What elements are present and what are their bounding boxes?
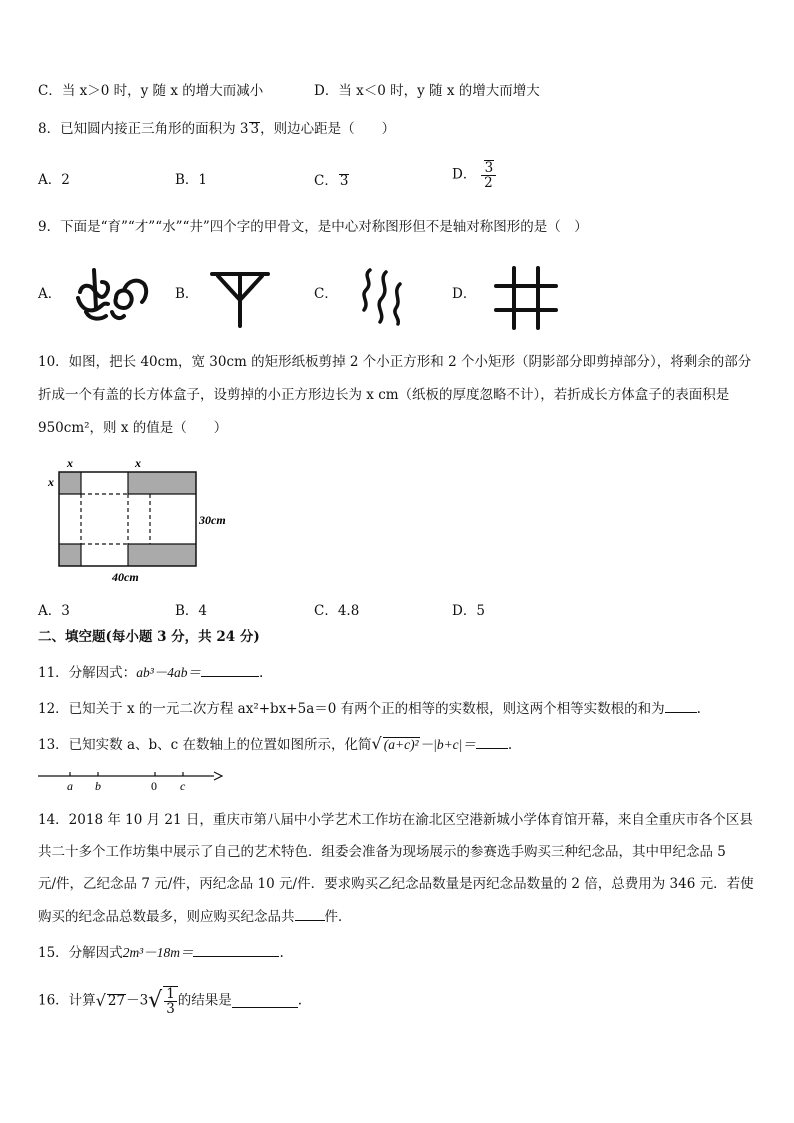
q8-option-c: C． 3: [314, 173, 349, 189]
q13-answer-blank[interactable]: [476, 736, 508, 749]
q10-option-c: C．4.8: [314, 603, 360, 619]
fig-width-label: 30cm: [199, 513, 226, 527]
q9-stem: 9．下面是“育”“才”“水”“井”四个字的甲骨文，是中心对称图形但不是轴对称图形的是（ ）: [38, 219, 588, 235]
q15-answer-blank[interactable]: [193, 944, 279, 957]
section-2-heading: 二、填空题(每小题 3 分，共 24 分): [38, 629, 260, 645]
q9-option-a: A．: [38, 286, 62, 302]
axis-arrow: [214, 772, 222, 780]
corner-square-top-left: [59, 472, 81, 494]
q14-line-4: 购买的纪念品总数最多，则应购买纪念品共 件．: [38, 909, 352, 925]
q16-answer-blank[interactable]: [232, 995, 298, 1008]
q9-option-b: B．: [175, 286, 199, 302]
rect-bottom-right: [128, 544, 196, 566]
axis-label-a: a: [67, 779, 73, 793]
q7-option-d: D．当 x＜0 时，y 随 x 的增大而增大: [314, 83, 540, 99]
axis-label-0: 0: [151, 779, 157, 793]
q14-line-2: 共二十多个工作坊集中展示了自己的艺术特色．组委会准备为现场展示的参赛选手购买三种纪念品，其中甲纪念品 5: [38, 844, 726, 860]
q8-fraction: $\frac{3}{2}$: [481, 160, 497, 190]
q14-line-1: 14．2018 年 10 月 21 日，重庆市第八届中小学艺术工作坊在渝北区空港新城小学体育馆开幕，来自全重庆市各个区县: [38, 812, 753, 828]
oracle-glyph-shui: [356, 266, 408, 328]
q10-option-a: A．3: [38, 603, 70, 619]
q12-answer-blank[interactable]: [665, 700, 697, 713]
fig-x-left: x: [48, 475, 54, 489]
q8-sqrt: 3: [250, 121, 260, 137]
fold-lines: [81, 494, 150, 544]
q11-answer-blank[interactable]: [201, 664, 259, 677]
q11-expr: ab³－4ab＝: [136, 665, 201, 680]
q14-line-3: 元/件，乙纪念品 7 元/件，丙纪念品 10 元/件．要求购买乙纪念品数量是丙纪念品数量的 2 倍，总费用为 346 元．若使: [38, 876, 754, 892]
q9-option-c: C．: [314, 286, 338, 302]
q16: 16．计算√ 27－3√ $\frac{1}{3}$ 的结果是 .: [38, 986, 303, 1018]
q10-option-d: D．5: [452, 603, 485, 619]
q8-option-d: D． $\frac{3}{2}$: [452, 160, 496, 190]
q11: 11．分解因式：ab³－4ab＝ .: [38, 665, 264, 681]
q7-option-c: C．当 x＞0 时，y 随 x 的增大而减小: [38, 83, 264, 99]
fig-x-top-2: x: [135, 456, 141, 470]
q10-figure: [44, 454, 244, 586]
corner-square-bottom-left: [59, 544, 81, 566]
q14-answer-blank[interactable]: [295, 908, 325, 921]
q10-line-2: 折成一个有盖的长方体盒子，设剪掉的小正方形边长为 x cm（纸板的厚度忽略不计），若折成长方体盒子的表面积是: [38, 387, 730, 403]
q9-option-d: D．: [452, 286, 477, 302]
axis-label-b: b: [95, 779, 101, 793]
q10-line-3: 950cm²，则 x 的值是（ ）: [38, 420, 228, 436]
q8-option-b: B．1: [175, 172, 208, 188]
axis-label-c: c: [180, 779, 186, 793]
q13-number-line: [36, 766, 226, 796]
q15: 15．分解因式2m³－18m＝ .: [38, 945, 284, 961]
q16-fraction: $\frac{1}{3}$: [163, 986, 178, 1016]
oracle-glyph-jing: [494, 266, 558, 330]
q8-option-a: A．2: [38, 172, 70, 188]
q10-line-1: 10．如图，把长 40cm，宽 30cm 的矩形纸板剪掉 2 个小正方形和 2 个小矩形（阴影部分即剪掉部分），将剩余的部分: [38, 354, 752, 370]
q10-option-b: B．4: [175, 603, 208, 619]
oracle-glyph-yu: [72, 262, 152, 326]
q13: 13．已知实数 a、b、c 在数轴上的位置如图所示，化简√ (a+c)²－|b+c|＝ .: [38, 734, 513, 753]
oracle-glyph-cai: [208, 268, 272, 330]
q12: 12．已知关于 x 的一元二次方程 ax²+bx+5a＝0 有两个正的相等的实数根，则这两个相等实数根的和为 .: [38, 701, 701, 717]
q15-expr: 2m³－18m＝: [122, 945, 194, 960]
fig-x-top-1: x: [67, 456, 73, 470]
rect-top-right: [128, 472, 196, 494]
q8-stem: 8．已知圆内接正三角形的面积为 3 3，则边心距是（ ）: [38, 121, 396, 137]
fig-length-label: 40cm: [112, 570, 139, 584]
q13-sqrt: (a+c)²: [383, 737, 419, 752]
